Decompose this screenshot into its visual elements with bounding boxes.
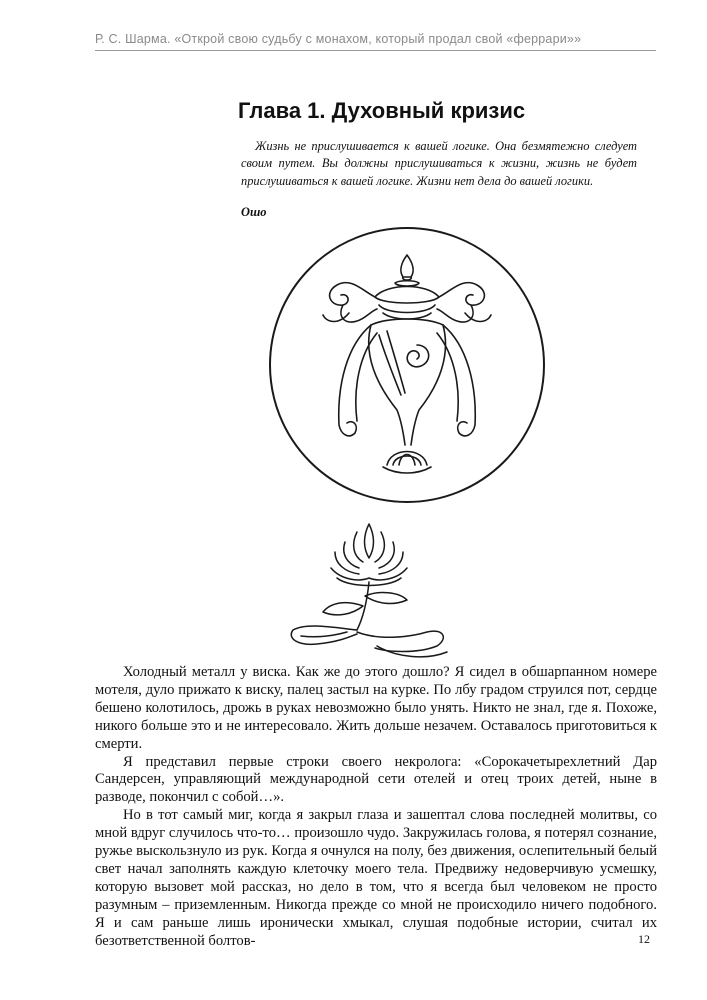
lotus-flower-icon [287, 522, 452, 664]
chapter-title: Глава 1. Духовный кризис [238, 98, 526, 123]
conch-shell-icon [267, 225, 547, 505]
running-header: Р. С. Шарма. «Открой свою судьбу с монахом, который продал свой «феррари»» [95, 32, 582, 46]
header-divider [95, 50, 656, 51]
paragraph: Холодный металл у виска. Как же до этого дошло? Я сидел в обшарпанном номере мотеля, дуло прижато к виску, палец застыл на курке. По лбу градом струился пот, сердце бешено колотилось, дрожь в руках невозможно было унять. Никто не знал, где я. Похоже, никого больше это и не интересовало. Жить дольше незачем. Оставалось приготовиться к смерти. [95, 664, 657, 752]
epigraph-text: Жизнь не прислушивается к вашей логике. Она безмятежно следует своим путем. Вы должны прислушиваться к жизни, жизнь не будет прислушиваться к вашей логике. Жизни нет дела до вашей логики. [241, 139, 637, 188]
page-number: 12 [638, 932, 650, 946]
epigraph-author: Ошо [241, 205, 267, 219]
body-text [95, 664, 657, 951]
paragraph: Я представил первые строки своего некролога: «Сорокачетырехлетний Дар Сандерсен, управляющий международной сети отелей и отец троих детей, ныне в разводе, покончил с собой…». [95, 753, 657, 806]
paragraph: Но в тот самый миг, когда я закрыл глаза и зашептал слова последней молитвы, со мной вдруг случилось что-то… произошло чудо. Закружилась голова, я потерял сознание, ружье выскользнуло из рук. Когда я очнулся на полу, без движения, ослепительный белый свет начал заполнять каждую клеточку моего тела. Предвижу недоверчивую усмешку, которую вызовет мой рассказ, но дело в том, что я всегда был человеком не просто разумным – приземленным. Никогда прежде со мной не происходило ничего подобного. Я и сам раньше лишь иронически хмыкал, слушая подобные истории, считал их безответственной болтов- [95, 807, 657, 949]
